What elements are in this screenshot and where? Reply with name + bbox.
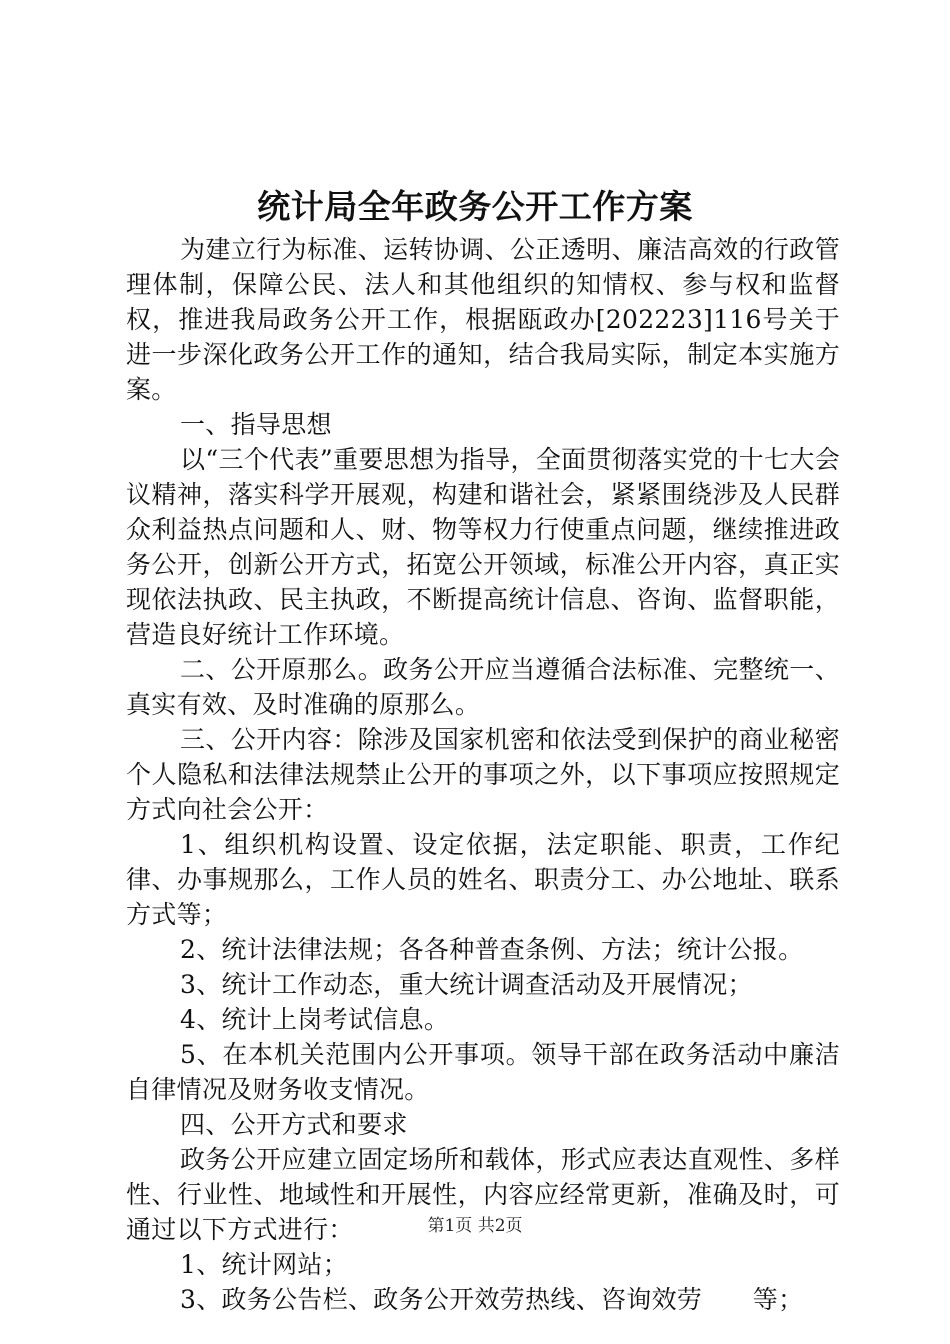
paragraph-methods: 政务公开应建立固定场所和载体，形式应表达直观性、多样性、行业性、地域性和开展性，内容应经常更新，准确及时，可通过以下方式进行： bbox=[126, 1145, 840, 1244]
page-number: 第1页 共2页 bbox=[427, 1216, 523, 1236]
list-item: 1、统计网站； bbox=[180, 1250, 349, 1279]
list-item: 5、在本机关范围内公开事项。领导干部在政务活动中廉洁自律情况及财务收支情况。 bbox=[126, 1040, 840, 1104]
paragraph-content: 三、公开内容：除涉及国家机密和依法受到保护的商业秘密个人隐私和法律法规禁止公开的事项之外，以下事项应按照规定方式向社会公开： bbox=[126, 725, 840, 824]
list-item: 3、政务公告栏、政务公开效劳热线、咨询效劳 等； bbox=[180, 1285, 804, 1314]
list-item: 4、统计上岗考试信息。 bbox=[180, 1005, 450, 1034]
list-item: 3、统计工作动态，重大统计调查活动及开展情况； bbox=[180, 970, 753, 999]
list-item: 2、统计法律法规；各各种普查条例、方法；统计公报。 bbox=[180, 935, 804, 964]
list-item: 1、组织机构设置、设定依据，法定职能、职责，工作纪律、办事规那么，工作人员的姓名、职责分工、办公地址、联系方式等； bbox=[126, 830, 840, 929]
document-title: 统计局全年政务公开工作方案 bbox=[257, 187, 693, 226]
heading-methods: 四、公开方式和要求 bbox=[180, 1110, 408, 1139]
document-body bbox=[126, 232, 840, 1317]
paragraph-intro: 为建立行为标准、运转协调、公正透明、廉洁高效的行政管理体制，保障公民、法人和其他组织的知情权、参与权和监督权，推进我局政务公开工作，根据瓯政办[202223]116号关于进一步深化政务公开工作的通知，结合我局实际，制定本实施方案。 bbox=[126, 235, 840, 404]
paragraph-guiding-thought: 以“三个代表”重要思想为指导，全面贯彻落实党的十七大会议精神，落实科学开展观，构建和谐社会，紧紧围绕涉及人民群众利益热点问题和人、财、物等权力行使重点问题，继续推进政务公开，创新公开方式，拓宽公开领域，标准公开内容，真正实现依法执政、民主执政，不断提高统计信息、咨询、监督职能，营造良好统计工作环境。 bbox=[126, 445, 840, 649]
paragraph-principles: 二、公开原那么。政务公开应当遵循合法标准、完整统一、真实有效、及时准确的原那么。 bbox=[126, 655, 840, 719]
heading-guiding-thought: 一、指导思想 bbox=[180, 410, 332, 439]
